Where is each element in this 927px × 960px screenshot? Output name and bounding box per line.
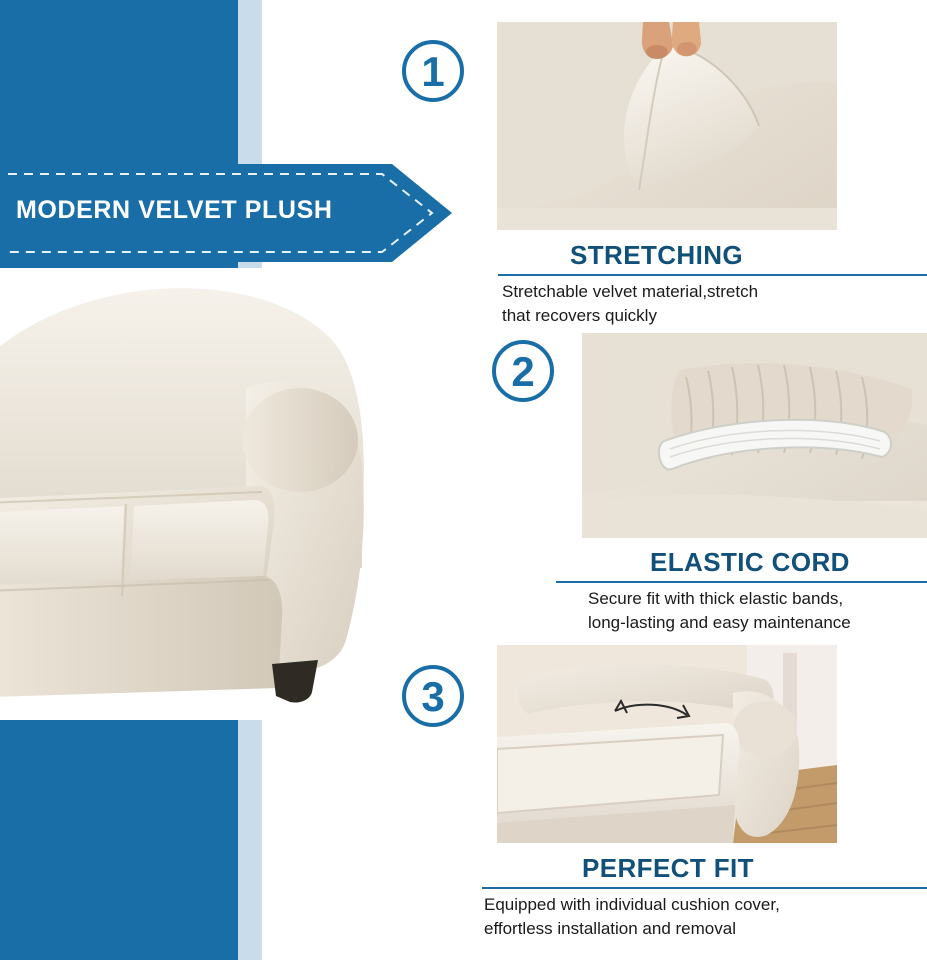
feature-description-line2: long-lasting and easy maintenance <box>588 613 851 632</box>
feature-description-stretching <box>502 280 927 328</box>
feature-photo-perfect-fit <box>497 645 837 843</box>
feature-title-elastic-cord: ELASTIC CORD <box>650 547 850 577</box>
feature-description-line1: Secure fit with thick elastic bands, <box>588 589 844 608</box>
feature-divider-2 <box>556 581 927 583</box>
feature-number-badge-2: 2 <box>492 340 554 402</box>
feature-number-badge-1: 1 <box>402 40 464 102</box>
product-photo-sofa <box>0 268 390 720</box>
feature-photo-stretching <box>497 22 837 230</box>
feature-description-line1: Equipped with individual cushion cover, <box>484 895 780 914</box>
feature-description-line2: that recovers quickly <box>502 306 657 325</box>
feature-description-perfect-fit <box>484 893 927 941</box>
feature-photo-elastic-cord <box>582 333 927 538</box>
feature-number-badge-3: 3 <box>402 665 464 727</box>
feature-divider-1 <box>498 274 927 276</box>
feature-description-elastic-cord <box>588 587 927 635</box>
banner-title: MODERN VELVET PLUSH <box>16 196 333 224</box>
sofa-illustration <box>0 268 390 720</box>
feature-title-stretching: STRETCHING <box>570 240 743 270</box>
feature-divider-3 <box>482 887 927 889</box>
feature-title-perfect-fit: PERFECT FIT <box>582 853 754 883</box>
feature-description-line2: effortless installation and removal <box>484 919 736 938</box>
feature-description-line1: Stretchable velvet material,stretch <box>502 282 759 301</box>
